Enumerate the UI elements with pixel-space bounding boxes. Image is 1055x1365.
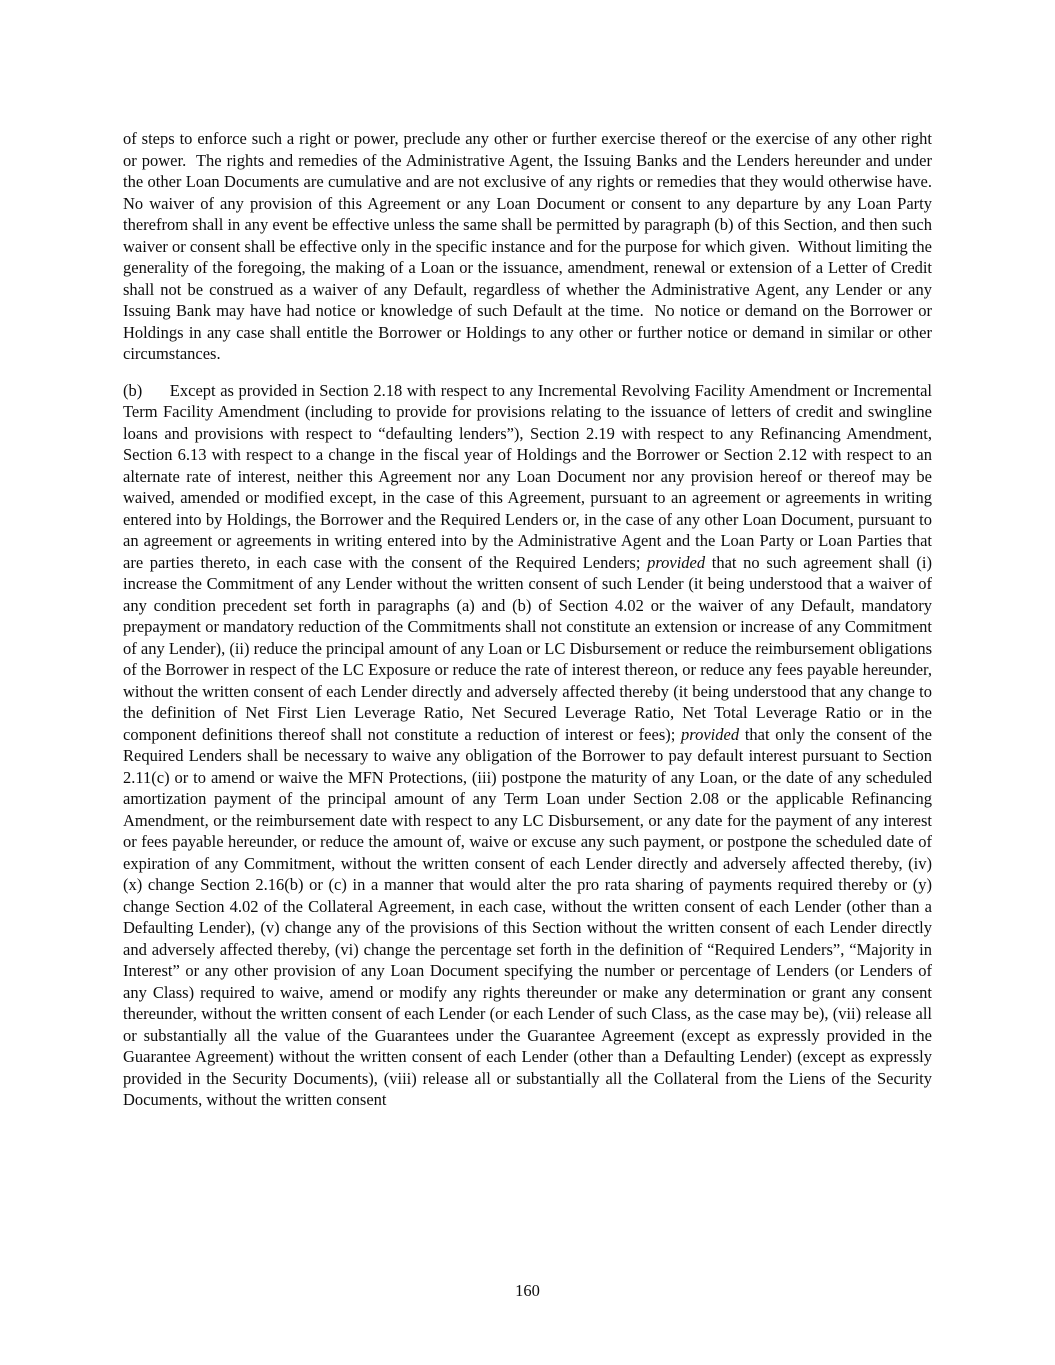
page-number: 160 (515, 1281, 540, 1300)
text-segment: that only the consent of the Required Lenders shall be necessary to waive any obligation of the Borrower to pay default interest pursuant to Section 2.11(c) or to amend or waive the MFN Protections, (iii) postpone the maturity of any Loan, or the date of any scheduled amortization payment of the principal amount of any Term Loan under Section 2.08 or the applicable Refinancing Amendment, or the reimbursement date with respect to any LC Disbursement, or any date for the payment of any interest or fees payable hereunder, or reduce the amount of, waive or excuse any such payment, or postpone the scheduled date of expiration of any Commitment, without the written consent of each Lender directly and adversely affected thereby, (iv) (x) change Section 2.16(b) or (c) in a manner that would alter the pro rata sharing of payments required thereby or (y) change Section 4.02 of the Collateral Agreement, in each case, without the written consent of each Lender (other than a Defaulting Lender), (v) change any of the provisions of this Section without the written consent of each Lender directly and adversely affected thereby, (vi) change the percentage set forth in the definition of “Required Lenders”, “Majority in Interest” or any other provision of any Loan Document specifying the number or percentage of Lenders (or Lenders of any Class) required to waive, amend or modify any rights thereunder or make any determination or grant any consent thereunder, without the written consent of each Lender (or each Lender of such Class, as the case may be), (vii) release all or substantially all the value of the Guarantees under the Guarantee Agreement (except as expressly provided in the Guarantee Agreement) without the written consent of each Lender (other than a Defaulting Lender) (except as expressly provided in the Security Documents), (viii) release all or substantially all the Collateral from the Liens of the Security Documents, without the written consent (123, 724, 937, 1109)
paragraph-subsection-b (123, 380, 937, 1111)
text-segment: provided (681, 724, 740, 744)
paragraph-continuation (123, 128, 941, 365)
text-segment: of steps to enforce such a right or power, preclude any other or further exercise thereof or the exercise of any other right or power. The rights and remedies of the Administrative Agent, the Issuing Banks and the Lenders hereunder and under the other Loan Documents are cumulative and are not exclusive of any rights or remedies that they would otherwise have. No waiver of any provision of this Agreement or any Loan Document or consent to any departure by any Loan Party therefrom shall in any event be effective unless the same shall be permitted by paragraph (b) of this Section, and then such waiver or consent shall be effective only in the specific instance and for the purpose for which given. Without limiting the generality of the foregoing, the making of a Loan or the issuance, amendment, renewal or extension of a Letter of Credit shall not be construed as a waiver of any Default, regardless of whether the Administrative Agent, any Lender or any Issuing Bank may have had notice or knowledge of such Default at the time. No notice or demand on the Borrower or Holdings in any case shall entitle the Borrower or Holdings to any other or further notice or demand in similar or other circumstances. (123, 129, 941, 363)
text-segment: (b) Except as provided in Section 2.18 with respect to any Incremental Revolving Facility Amendment or Incremental Term Facility Amendment (including to provide for provisions relating to the issuance of letters of credit and swingline loans and provisions with respect to “defaulting lenders”), Section 2.19 with respect to any Refinancing Amendment, Section 6.13 with respect to a change in the fiscal year of Holdings and the Borrower or Section 2.12 with respect to an alternate rate of interest, neither this Agreement nor any Loan Document nor any provision hereof or thereof may be waived, amended or modified except, in the case of this Agreement, pursuant to an agreement or agreements in writing entered into by Holdings, the Borrower and the Required Lenders or, in the case of any other Loan Document, pursuant to an agreement or agreements in writing entered into by the Administrative Agent and the Loan Party or Loan Parties that are parties thereto, in each case with the consent of the Required Lenders; (123, 380, 937, 572)
text-segment: that no such agreement shall (i) increase the Commitment of any Lender without the written consent of such Lender (it being understood that a waiver of any condition precedent set forth in paragraphs (a) and (b) of Section 4.02 or the waiver of any Default, mandatory prepayment or mandatory reduction of the Commitments shall not constitute an extension or increase of any Commitment of any Lender), (ii) reduce the principal amount of any Loan or LC Disbursement or reduce the reimbursement obligations of the Borrower in respect of the LC Exposure or reduce the rate of interest thereon, or reduce any fees payable hereunder, without the written consent of each Lender directly and adversely affected thereby (it being understood that any change to the definition of Net First Lien Leverage Ratio, Net Secured Leverage Ratio, Net Total Leverage Ratio or in the component definitions thereof shall not constitute a reduction of interest or fees); (123, 552, 937, 744)
text-segment: provided (647, 552, 706, 572)
